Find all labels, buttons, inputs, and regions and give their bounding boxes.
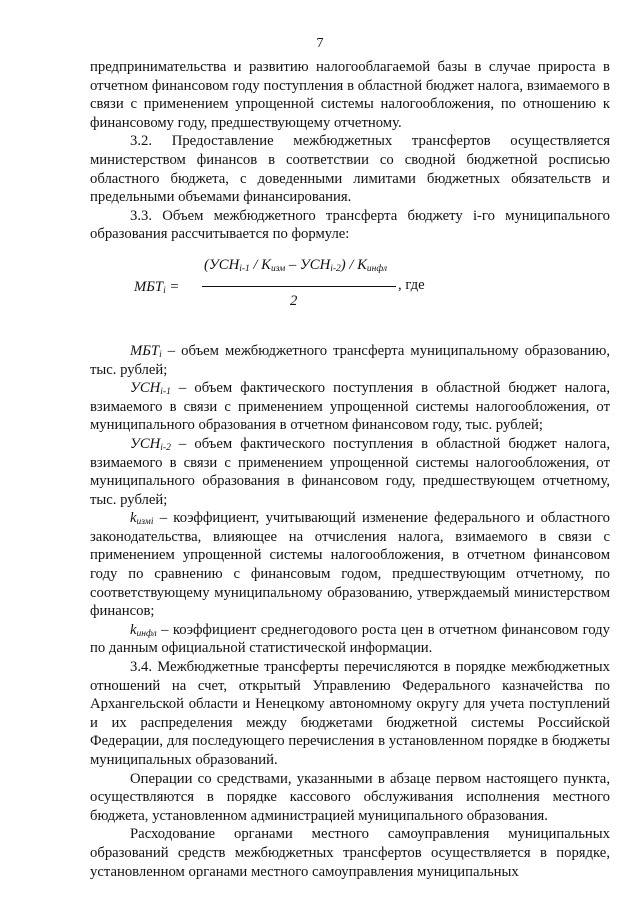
paragraph-3-4: 3.4. Межбюджетные трансферты перечисляются в порядке межбюджетных отношений на счет, открытый Управлению Федерального казначейства по Архангельской области и Ненецкому автономному округу для учета поступлений и их распределения между бюджетами бюджетной системы Российской Федерации, для последующего перечисления в установленном порядке в бюджеты муниципальных образований. — [90, 659, 610, 768]
formula-numerator: $(УСН_{i-1} / К_{изм} - УСН_{i-2}) / К_{инфл}$ — [204, 256, 387, 274]
paragraph-3-3: 3.3. Объем межбюджетного трансферта бюджету i-го муниципального образования рассчитывается по формуле: — [90, 207, 610, 243]
definition-k-infl: $k_{инфл}$ – коэффициент среднегодового роста цен в отчетном финансовом году по данным официальной статистической информации. — [90, 621, 610, 657]
page-number: 7 — [316, 36, 324, 51]
document-body — [90, 58, 610, 881]
definition-usn-i1: $УСН_{i-1}$ – объем фактического поступления в областной бюджет налога, взимаемого в связи с применением упрощенной системы налогообложения, от муниципального образования в отчетном финансовом году, тыс. рублей; — [90, 380, 610, 434]
intro-paragraph: предпринимательства и развитию налогооблагаемой базы в случае прироста в отчетном финансовом году поступления в областной бюджет налога, взимаемого в связи с применением упрощенной системы налогообложения, по отношению к финансовому году, предшествующему отчетному. — [90, 59, 610, 131]
definition-mbt: $МБТ_i$ – объем межбюджетного трансферта муниципальному образованию, тыс. рублей; — [90, 342, 610, 378]
paragraph-operations: Операции со средствами, указанными в абзаце первом настоящего пункта, осуществляются в порядке кассового обслуживания исполнения местного бюджета, установленном администрацией муниципального образования. — [90, 770, 610, 824]
formula-denominator: 2 — [290, 292, 298, 309]
formula-lhs: $МБТ_i$ = — [134, 278, 180, 296]
paragraph-expenditure: Расходование органами местного самоуправления муниципальных образований средств межбюджетных трансфертов осуществляется в порядке, установленном органами местного самоуправления муниципальных — [90, 826, 610, 880]
fraction-bar — [202, 286, 396, 287]
definition-k-izm: $k_{измi}$ – коэффициент, учитывающий изменение федерального и областного законодательства, влияющее на отчисления налога, взимаемого в связи с применением упрощенной системы налогообложения, в отчетном финансовом году по сравнению с финансовым годом, предшествующим отчетному, по соответствующему муниципальному образованию, утверждаемый министерством финансов; — [90, 510, 610, 620]
formula — [90, 256, 610, 322]
paragraph-3-2: 3.2. Предоставление межбюджетных трансфертов осуществляется министерством финансов в соответствии со сводной бюджетной росписью областного бюджета, с доведенными лимитами бюджетных обязательств и предельными объемами финансирования. — [90, 133, 610, 206]
formula-tail: , где — [398, 276, 425, 293]
definition-usn-i2: $УСН_{i-2}$ – объем фактического поступления в областной бюджет налога, взимаемого в связи с применением упрощенной системы налогообложения, от муниципального образования в финансовом году, предшествующем отчетному, тыс. рублей; — [90, 435, 610, 508]
